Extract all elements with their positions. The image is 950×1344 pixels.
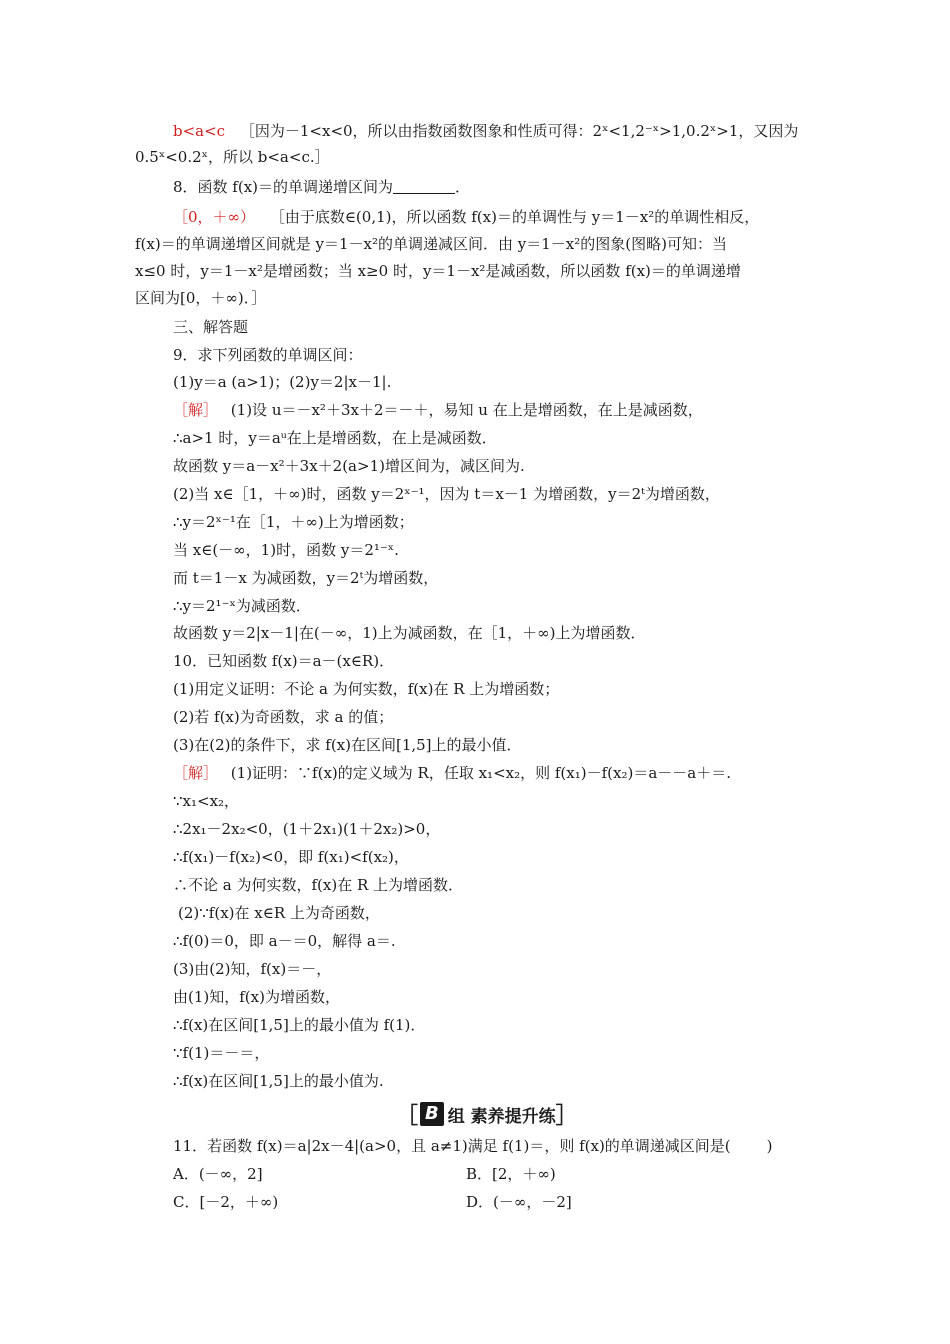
q8-question-text: 8．函数 f(x)＝的单调递增区间为 [173,178,394,196]
q10-step7: ∴f(0)＝0，即 a－＝0，解得 a＝. [173,932,396,950]
q10-step2: ∵x₁<x₂， [173,792,240,810]
group-title-text: 组 素养提升练 [447,1106,556,1127]
q8-explain-line3: x≤0 时，y＝1－x²是增函数；当 x≥0 时，y＝1－x²是减函数，所以函数 f(x)＝的单调递增 [135,262,741,280]
q9-step4: (2)当 x∈［1，＋∞)时，函数 y＝2ˣ⁻¹，因为 t＝x－1 为增函数，y＝2ᵗ为增函数， [173,485,720,503]
q8-explain-line2: f(x)＝的单调递增区间就是 y＝1－x²的单调递减区间．由 y＝1－x²的图象(图略)可知：当 [135,235,727,253]
q9-step6: 当 x∈(－∞，1)时，函数 y＝2¹⁻ˣ. [173,541,399,559]
q8-question-end: ． [455,178,471,196]
q8-answer: ［0，＋∞） [173,208,256,226]
q11-question [173,1135,773,1157]
bracket-close: ］ [555,1103,578,1129]
q10-part3: (3)在(2)的条件下，求 f(x)在区间[1,5]上的最小值． [173,736,522,754]
q9-step1: (1)设 u＝－x²＋3x＋2＝－＋，易知 u 在上是增函数，在上是减函数， [230,401,703,419]
q9-solution-line1 [173,399,703,421]
q7-line2: 0.5ˣ<0.2ˣ，所以 b<a<c.］ [135,148,330,166]
q8-explain-line4: 区间为[0，＋∞)．］ [135,289,267,307]
q10-step9: 由(1)知，f(x)为增函数， [173,988,340,1006]
q10-step6: (2)∵f(x)在 x∈R 上为奇函数， [178,904,380,922]
q9-parts: (1)y＝a (a>1)；(2)y＝2|x－1|. [173,373,392,391]
q7-explain-line1: ［因为－1<x<0，所以由指数函数图象和性质可得：2ˣ<1,2⁻ˣ>1,0.2ˣ>1，又因为 [239,122,799,140]
q11-option-c[interactable]: C．[－2，＋∞) [173,1193,279,1211]
q11-question-text: 11．若函数 f(x)＝a|2x－4|(a>0，且 a≠1)满足 f(1)＝，则 f(x)的单调递减区间是( [173,1137,731,1155]
solution-tag: ［解］ [173,764,219,782]
q10-step5: ∴不论 a 为何实数，f(x)在 R 上为增函数． [173,876,464,894]
q10-question: 10．已知函数 f(x)＝a－(x∈R)． [173,652,395,670]
q9-step2: ∴a>1 时，y＝aᵘ在上是增函数，在上是减函数． [173,429,497,447]
group-badge: B [420,1102,444,1126]
q9-step8: ∴y＝2¹⁻ˣ为减函数． [173,597,311,615]
q10-step10: ∴f(x)在区间[1,5]上的最小值为 f(1)． [173,1016,426,1034]
q9-step9: 故函数 y＝2|x－1|在(－∞，1)上为减函数，在［1，＋∞)上为增函数． [173,624,646,642]
q7-line1 [173,120,798,142]
q11-question-end: ) [766,1137,773,1155]
q10-step11: ∵f(1)＝－＝， [173,1044,270,1062]
q9-step7: 而 t＝1－x 为减函数，y＝2ᵗ为增函数， [173,569,439,587]
q11-option-d[interactable]: D．(－∞，－2] [466,1193,572,1211]
answer-blank [393,179,455,194]
solution-tag: ［解］ [173,401,219,419]
q9-question: 9．求下列函数的单调区间： [173,346,363,364]
q10-step4: ∴f(x₁)－f(x₂)<0，即 f(x₁)<f(x₂)， [173,848,409,866]
q10-solution-line1 [173,762,731,784]
group-b-heading [396,1100,578,1128]
section-heading: 三、解答题 [173,318,249,336]
q10-step1: (1)证明：∵f(x)的定义域为 R，任取 x₁<x₂，则 f(x₁)－f(x₂)＝a－－a＋＝. [230,764,731,782]
q8-explain-line1: ［由于底数∈(0,1)，所以函数 f(x)＝的单调性与 y＝1－x²的单调性相反， [269,208,760,226]
q10-step8: (3)由(2)知，f(x)＝－， [173,960,332,978]
q8-question [173,176,470,198]
q9-step3: 故函数 y＝a－x²＋3x＋2(a>1)增区间为，减区间为. [173,457,525,475]
q11-option-b[interactable]: B．[2，＋∞) [466,1165,556,1183]
q10-step3: ∴2x₁－2x₂<0，(1＋2x₁)(1＋2x₂)>0， [173,820,441,838]
q11-option-a[interactable]: A．(－∞，2] [173,1165,263,1183]
bracket-open: ［ [396,1103,419,1129]
q10-part2: (2)若 f(x)为奇函数，求 a 的值； [173,708,394,726]
q9-step5: ∴y＝2ˣ⁻¹在［1，＋∞)上为增函数； [173,513,414,531]
q10-step12: ∴f(x)在区间[1,5]上的最小值为. [173,1072,384,1090]
q7-answer: b<a<c [173,122,226,140]
q8-line1 [173,206,759,228]
q10-part1: (1)用定义证明：不论 a 为何实数，f(x)在 R 上为增函数； [173,680,560,698]
